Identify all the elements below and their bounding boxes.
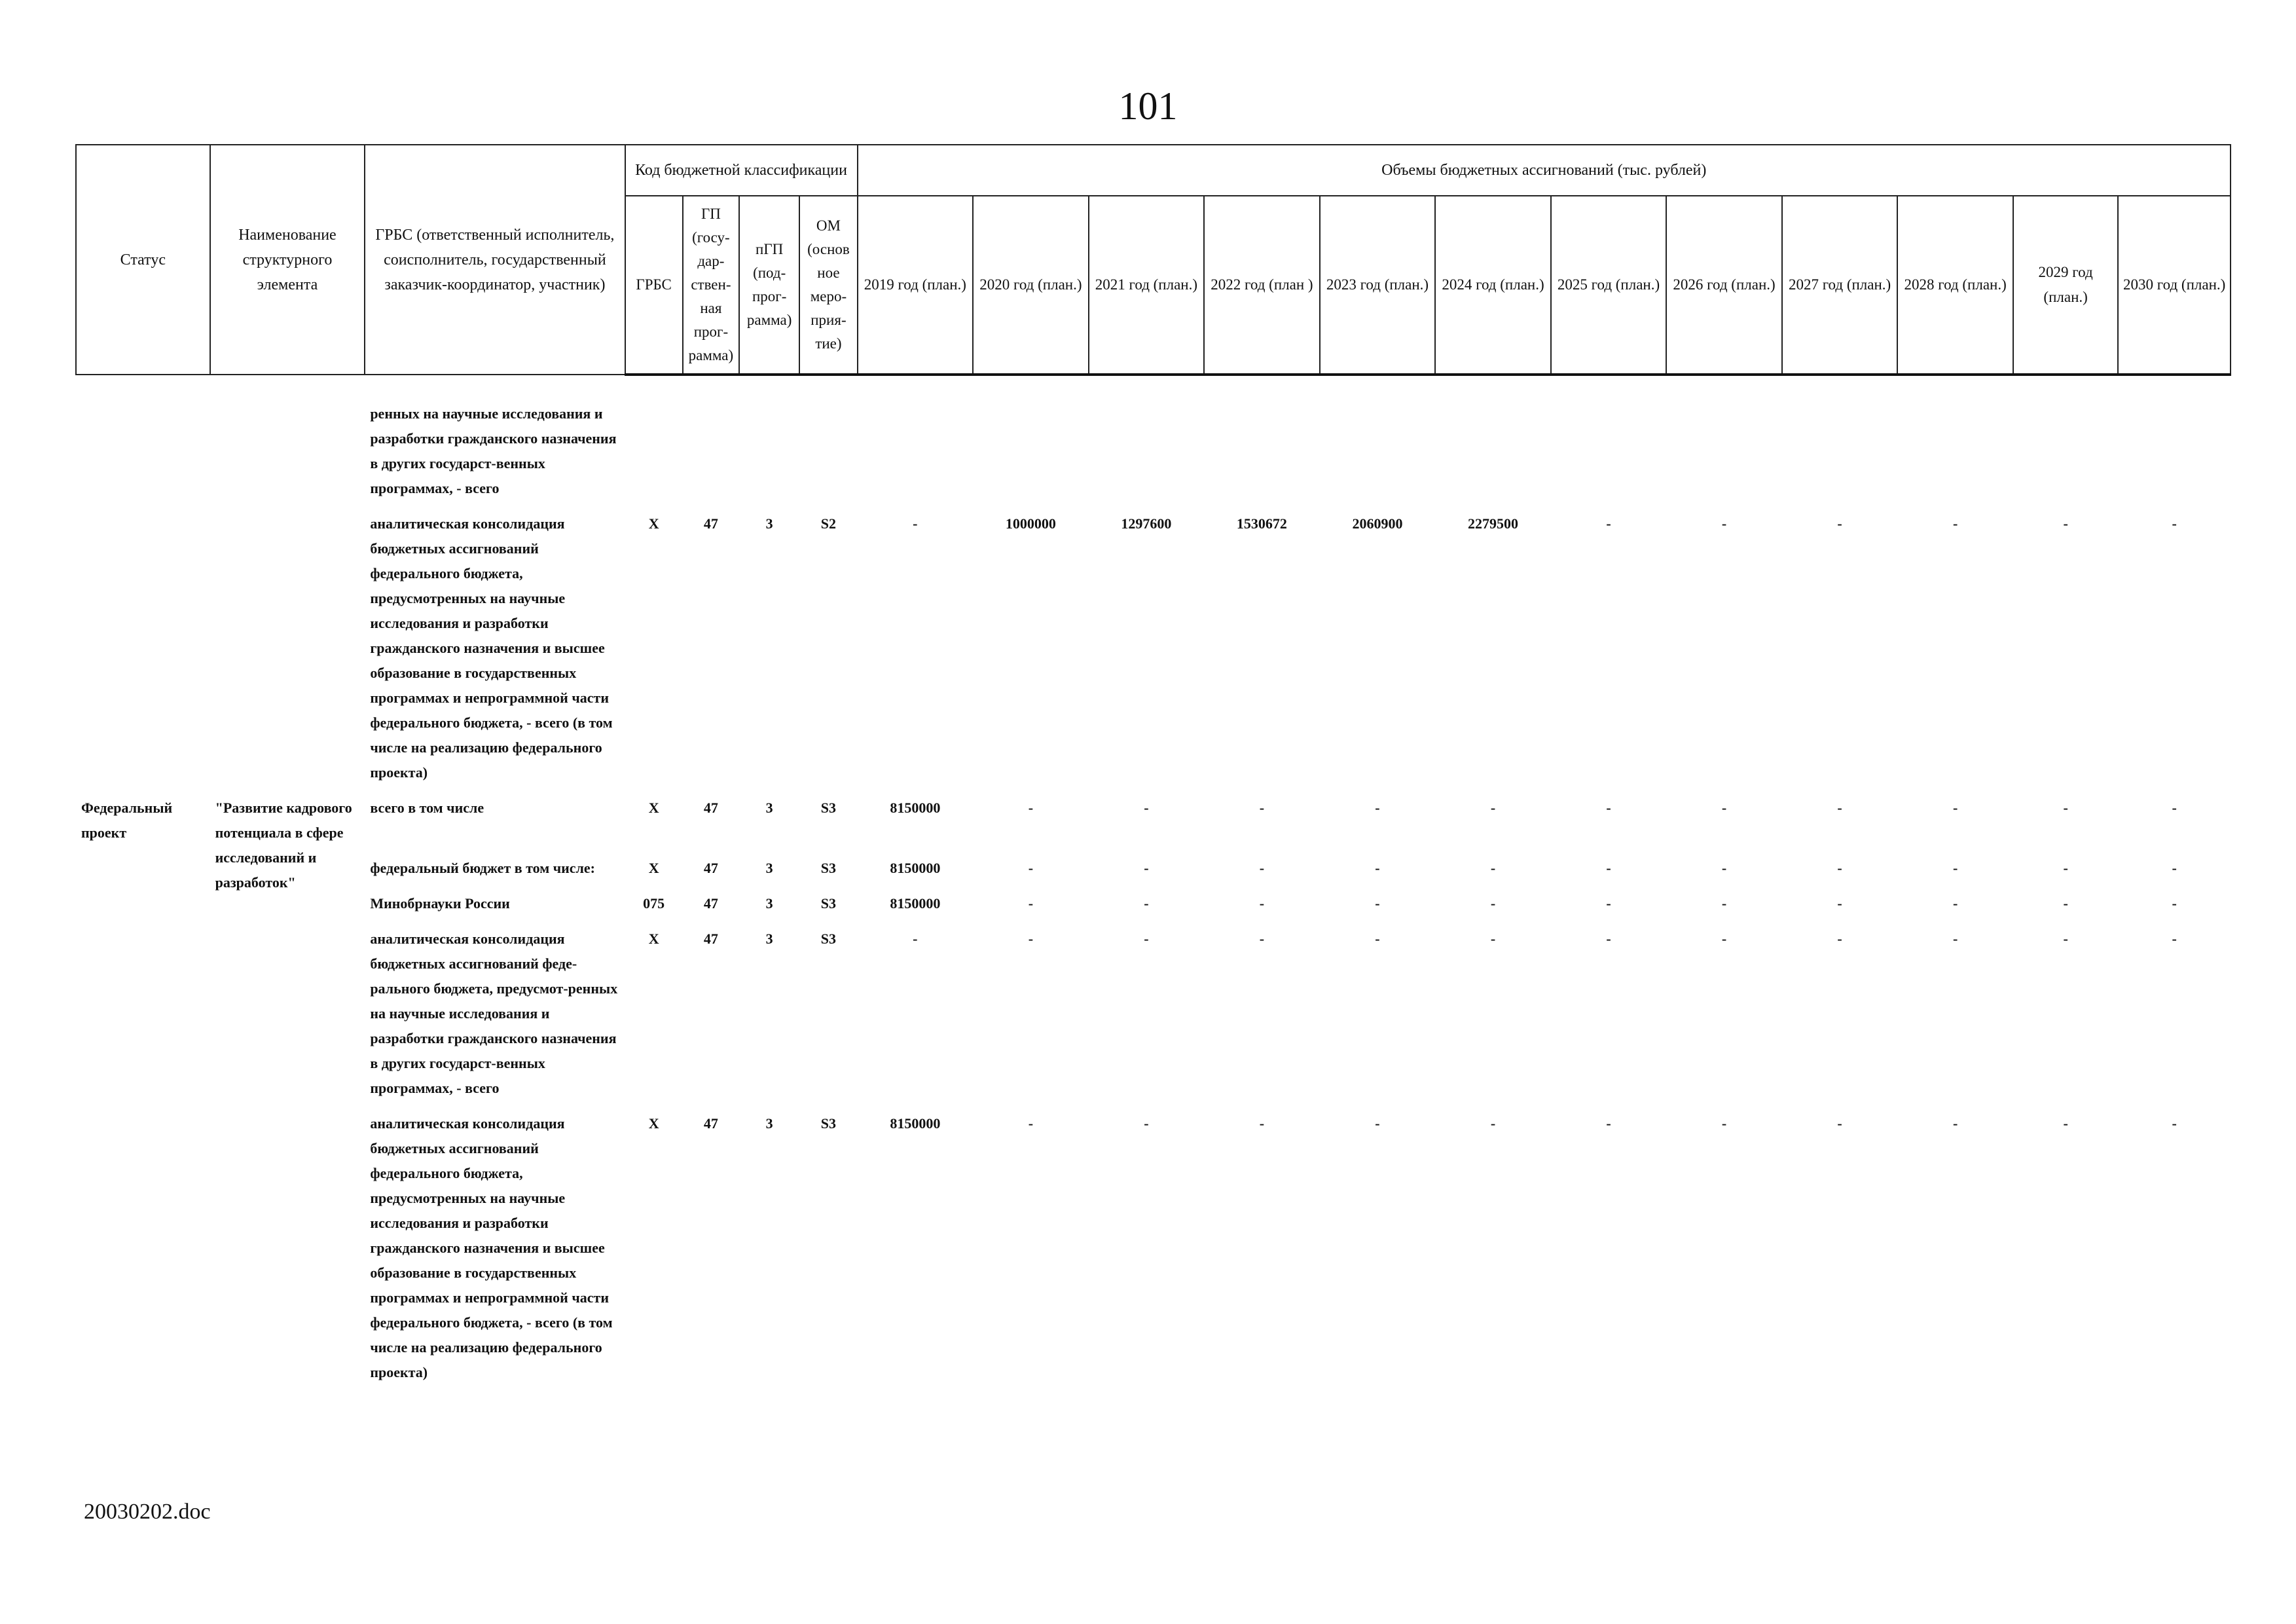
- row-value-2030: -: [2172, 515, 2177, 532]
- row-value-2025: -: [1606, 860, 1611, 876]
- header-om: ОМ (основ ное меро-прия-тие): [799, 196, 857, 375]
- row-pgp: [739, 375, 799, 501]
- row-value-2029: -: [2063, 800, 2068, 816]
- row-value-2022: -: [1259, 1115, 1265, 1132]
- row-value-2027: -: [1837, 860, 1842, 876]
- row-pgp: 3: [765, 515, 773, 532]
- row-value-2026: -: [1721, 515, 1727, 532]
- row-om: S3: [820, 931, 837, 947]
- row-gp: 47: [703, 860, 718, 876]
- header-pgp: пГП (под-прог-рамма): [739, 196, 799, 375]
- row-value-2030: -: [2172, 800, 2177, 816]
- header-grbs: ГРБС: [625, 196, 683, 375]
- row-grbs: [625, 375, 683, 501]
- table-row: [76, 916, 2231, 1101]
- row-value-2019: -: [913, 931, 918, 947]
- row-value-2025: -: [1606, 800, 1611, 816]
- row-om: S3: [820, 1115, 837, 1132]
- row-value-2021: -: [1144, 800, 1149, 816]
- row-grbs: Х: [648, 860, 659, 876]
- row-gp: 47: [703, 515, 718, 532]
- table-row: [76, 785, 2231, 845]
- header-year-2030: 2030 год (план.): [2118, 196, 2231, 375]
- row-status: Федеральный проект: [81, 800, 173, 841]
- row-value-2026: -: [1721, 1115, 1727, 1132]
- header-volume-group: Объемы бюджетных ассигнований (тыс. рублей): [858, 145, 2231, 196]
- row-status: [76, 501, 210, 785]
- header-year-2028: 2028 год (план.): [1897, 196, 2013, 375]
- row-grbs-name: всего в том числе: [370, 800, 484, 816]
- row-value-2027: [1782, 375, 1898, 501]
- row-value-2029: -: [2063, 895, 2068, 912]
- row-value-2025: -: [1606, 931, 1611, 947]
- row-value-2028: [1897, 375, 2013, 501]
- row-pgp: 3: [765, 1115, 773, 1132]
- row-value-2021: -: [1144, 860, 1149, 876]
- header-year-2029: 2029 год (план.): [2013, 196, 2118, 375]
- header-year-2023: 2023 год (план.): [1320, 196, 1436, 375]
- row-value-2027: -: [1837, 800, 1842, 816]
- row-value-2028: -: [1952, 515, 1958, 532]
- row-value-2020: -: [1028, 1115, 1034, 1132]
- row-value-2025: -: [1606, 895, 1611, 912]
- row-value-2021: 1297600: [1121, 515, 1172, 532]
- page-number: 101: [1118, 84, 1178, 128]
- row-value-2030: -: [2172, 860, 2177, 876]
- row-value-2023: -: [1375, 931, 1380, 947]
- row-grbs-name: аналитическая консолидация бюджетных ассигнований федерального бюджета, предусмотренных на научные исследования и разработки гражданского назначения и высшее образование в государственных программах и непрограммной части федерального бюджета, - всего (в том числе на реализацию федерального проекта): [370, 515, 613, 781]
- table-row: [76, 375, 2231, 501]
- row-grbs-name: федеральный бюджет в том числе:: [370, 860, 595, 876]
- row-value-2023: -: [1375, 800, 1380, 816]
- row-value-2022: -: [1259, 800, 1265, 816]
- row-value-2020: 1000000: [1005, 515, 1056, 532]
- row-value-2020: [973, 375, 1089, 501]
- row-value-2022: [1204, 375, 1320, 501]
- row-value-2023: -: [1375, 895, 1380, 912]
- row-value-2028: -: [1952, 931, 1958, 947]
- row-om: S3: [820, 800, 837, 816]
- row-om: [799, 375, 857, 501]
- row-value-2024: -: [1490, 860, 1496, 876]
- header-year-2026: 2026 год (план.): [1666, 196, 1782, 375]
- row-value-2022: -: [1259, 860, 1265, 876]
- row-value-2029: [2013, 375, 2118, 501]
- header-year-2019: 2019 год (план.): [858, 196, 974, 375]
- row-om: S3: [820, 895, 837, 912]
- row-value-2026: -: [1721, 800, 1727, 816]
- row-value-2020: -: [1028, 931, 1034, 947]
- row-value-2029: -: [2063, 931, 2068, 947]
- row-value-2030: -: [2172, 895, 2177, 912]
- row-pgp: 3: [765, 895, 773, 912]
- row-value-2028: -: [1952, 895, 1958, 912]
- table-row: [76, 845, 2231, 881]
- row-value-2025: -: [1606, 1115, 1611, 1132]
- row-value-2019: 8150000: [890, 1115, 941, 1132]
- row-om: S2: [820, 515, 837, 532]
- row-grbs: Х: [648, 800, 659, 816]
- row-value-2026: [1666, 375, 1782, 501]
- row-pgp: 3: [765, 800, 773, 816]
- row-value-2028: -: [1952, 1115, 1958, 1132]
- row-value-2022: -: [1259, 895, 1265, 912]
- header-year-2022: 2022 год (план ): [1204, 196, 1320, 375]
- row-pgp: 3: [765, 860, 773, 876]
- row-value-2028: -: [1952, 860, 1958, 876]
- row-value-2019: -: [913, 515, 918, 532]
- row-value-2021: -: [1144, 895, 1149, 912]
- row-value-2027: -: [1837, 1115, 1842, 1132]
- row-value-2020: -: [1028, 895, 1034, 912]
- row-value-2021: -: [1144, 1115, 1149, 1132]
- row-status: [76, 845, 210, 881]
- row-value-2023: -: [1375, 1115, 1380, 1132]
- header-year-2027: 2027 год (план.): [1782, 196, 1898, 375]
- row-element: "Развитие кадрового потенциала в сфере исследований и разработок": [215, 800, 352, 891]
- row-value-2027: -: [1837, 895, 1842, 912]
- row-value-2019: 8150000: [890, 860, 941, 876]
- row-value-2023: -: [1375, 860, 1380, 876]
- row-value-2019: 8150000: [890, 895, 941, 912]
- row-value-2021: [1089, 375, 1205, 501]
- row-grbs: 075: [643, 895, 665, 912]
- header-year-2025: 2025 год (план.): [1551, 196, 1667, 375]
- row-value-2027: -: [1837, 515, 1842, 532]
- row-status: [76, 916, 210, 1101]
- row-value-2024: 2279500: [1467, 515, 1518, 532]
- row-value-2030: -: [2172, 1115, 2177, 1132]
- row-grbs-name: Минобрнауки России: [370, 895, 510, 912]
- row-status: [76, 1101, 210, 1385]
- row-grbs: Х: [648, 1115, 659, 1132]
- header-element: Наименование структурного элемента: [210, 145, 365, 375]
- row-value-2020: -: [1028, 800, 1034, 816]
- row-element: [210, 1101, 365, 1385]
- header-year-2021: 2021 год (план.): [1089, 196, 1205, 375]
- row-element: [210, 501, 365, 785]
- row-value-2029: -: [2063, 515, 2068, 532]
- budget-table: [75, 144, 2231, 1385]
- row-value-2029: -: [2063, 1115, 2068, 1132]
- header-gp: ГП (госу-дар-ствен-ная прог-рамма): [683, 196, 739, 375]
- row-value-2019: 8150000: [890, 800, 941, 816]
- row-value-2025: [1551, 375, 1667, 501]
- row-value-2026: -: [1721, 860, 1727, 876]
- file-name: 20030202.doc: [84, 1500, 211, 1524]
- row-value-2023: [1320, 375, 1436, 501]
- row-status: [76, 375, 210, 501]
- row-gp: 47: [703, 895, 718, 912]
- row-pgp: 3: [765, 931, 773, 947]
- row-value-2021: -: [1144, 931, 1149, 947]
- row-value-2024: -: [1490, 931, 1496, 947]
- row-grbs-name: ренных на научные исследования и разработки гражданского назначения в других государст-венных программах, - всего: [370, 405, 617, 496]
- row-value-2028: -: [1952, 800, 1958, 816]
- header-year-2024: 2024 год (план.): [1435, 196, 1551, 375]
- row-value-2022: -: [1259, 931, 1265, 947]
- row-element: [210, 375, 365, 501]
- row-value-2030: [2118, 375, 2231, 501]
- row-value-2030: -: [2172, 931, 2177, 947]
- row-value-2025: -: [1606, 515, 1611, 532]
- row-grbs: Х: [648, 931, 659, 947]
- row-value-2020: -: [1028, 860, 1034, 876]
- row-grbs-name: аналитическая консолидация бюджетных ассигнований федерального бюджета, предусмотренных на научные исследования и разработки гражданского назначения и высшее образование в государственных программах и непрограммной части федерального бюджета, - всего (в том числе на реализацию федерального проекта): [370, 1115, 613, 1380]
- row-value-2024: [1435, 375, 1551, 501]
- header-code-group: Код бюджетной классификации: [625, 145, 858, 196]
- row-om: S3: [820, 860, 837, 876]
- header-grbs-full: ГРБС (ответственный исполнитель, соисполнитель, государственный заказчик-координатор, участник): [365, 145, 625, 375]
- row-gp: 47: [703, 1115, 718, 1132]
- row-value-2023: 2060900: [1352, 515, 1403, 532]
- row-element: [210, 916, 365, 1101]
- row-grbs-name: аналитическая консолидация бюджетных ассигнований феде-рального бюджета, предусмот-ренных на научные исследования и разработки гражданского назначения в других государст-венных программах, - всего: [370, 931, 618, 1096]
- row-value-2026: -: [1721, 895, 1727, 912]
- header-year-2020: 2020 год (план.): [973, 196, 1089, 375]
- row-gp: 47: [703, 931, 718, 947]
- row-grbs: Х: [648, 515, 659, 532]
- row-value-2024: -: [1490, 800, 1496, 816]
- row-value-2029: -: [2063, 860, 2068, 876]
- row-value-2027: -: [1837, 931, 1842, 947]
- row-gp: 47: [703, 800, 718, 816]
- row-value-2024: -: [1490, 1115, 1496, 1132]
- table-row: [76, 501, 2231, 785]
- row-value-2026: -: [1721, 931, 1727, 947]
- row-gp: [683, 375, 739, 501]
- header-status: Статус: [76, 145, 210, 375]
- row-value-2024: -: [1490, 895, 1496, 912]
- row-value-2019: [858, 375, 974, 501]
- table-row: [76, 1101, 2231, 1385]
- row-value-2022: 1530672: [1236, 515, 1287, 532]
- table-row: [76, 881, 2231, 916]
- row-status: [76, 881, 210, 916]
